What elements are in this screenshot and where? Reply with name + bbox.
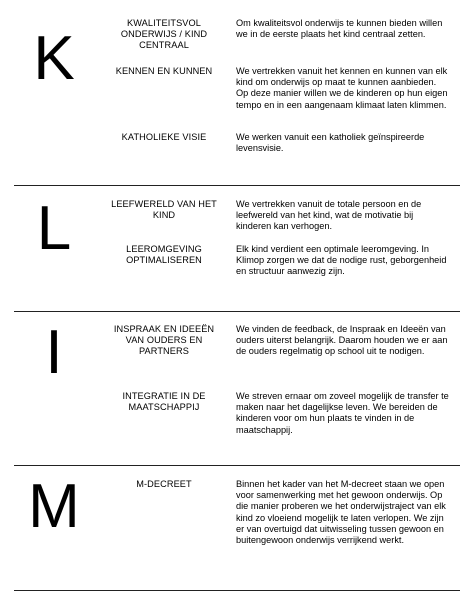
section-letter: M — [28, 472, 80, 541]
item-heading: INSPRAAK EN IDEEËN VAN OUDERS EN PARTNERS — [113, 324, 215, 356]
item-description: We werken vanuit een katholiek geïnspireerde levensvisie. — [236, 132, 425, 154]
item-description: Om kwaliteitsvol onderwijs te kunnen bieden willen we in de eerste plaats het kind centraal zetten. — [236, 18, 443, 40]
section-letter: L — [36, 194, 72, 263]
section-divider — [14, 185, 460, 186]
item-description: We streven ernaar om zoveel mogelijk de transfer te maken naar het dagelijkse leven. We bereiden de kinderen voor om hun plaats te vinden in de maatschappij. — [236, 391, 449, 435]
section-divider — [14, 311, 460, 312]
item-heading: LEEROMGEVING OPTIMALISEREN — [126, 244, 202, 265]
item-heading: KATHOLIEKE VISIE — [121, 132, 207, 142]
item-heading: KENNEN EN KUNNEN — [115, 66, 213, 76]
item-description: We vinden de feedback, de Inspraak en Ideeën van ouders uiterst belangrijk. Daarom houden we er aan de ouders regelmatig op school uit te nodigen. — [236, 324, 448, 357]
item-description: We vertrekken vanuit het kennen en kunnen van elk kind om onderwijs op maat te kunnen aanbieden. Op deze manier willen we de kinderen op hun eigen tempo en in een aangenaam klimaat laten klimmen. — [236, 66, 448, 110]
item-description: Elk kind verdient een optimale leeromgeving. In Klimop zorgen we dat de nodige rust, geborgenheid en structuur aanwezig zijn. — [236, 244, 447, 277]
section-letter: K — [33, 24, 75, 93]
section-divider — [14, 465, 460, 466]
item-heading: M-DECREET — [136, 479, 192, 489]
section-letter: I — [45, 318, 63, 387]
item-description: We vertrekken vanuit de totale persoon en de leefwereld van het kind, wat de motivatie bij kinderen kan verhogen. — [236, 199, 422, 232]
item-heading: INTEGRATIE IN DE MAATSCHAPPIJ — [122, 391, 206, 412]
section-divider — [14, 590, 460, 591]
item-heading: KWALITEITSVOL ONDERWIJS / KIND CENTRAAL — [120, 18, 208, 50]
item-description: Binnen het kader van het M-decreet staan we open voor samenwerking met het gewoon onderwijs. Op die manier proberen we het onderwijstraject van elk kind zo vloeiend mogelijk te laten verlopen. We zijn er van overtuigd dat uitwisseling tussen gewoon en buitengewoon onderwijs verrijkend werkt. — [236, 479, 446, 546]
item-heading: LEEFWERELD VAN HET KIND — [111, 199, 217, 220]
